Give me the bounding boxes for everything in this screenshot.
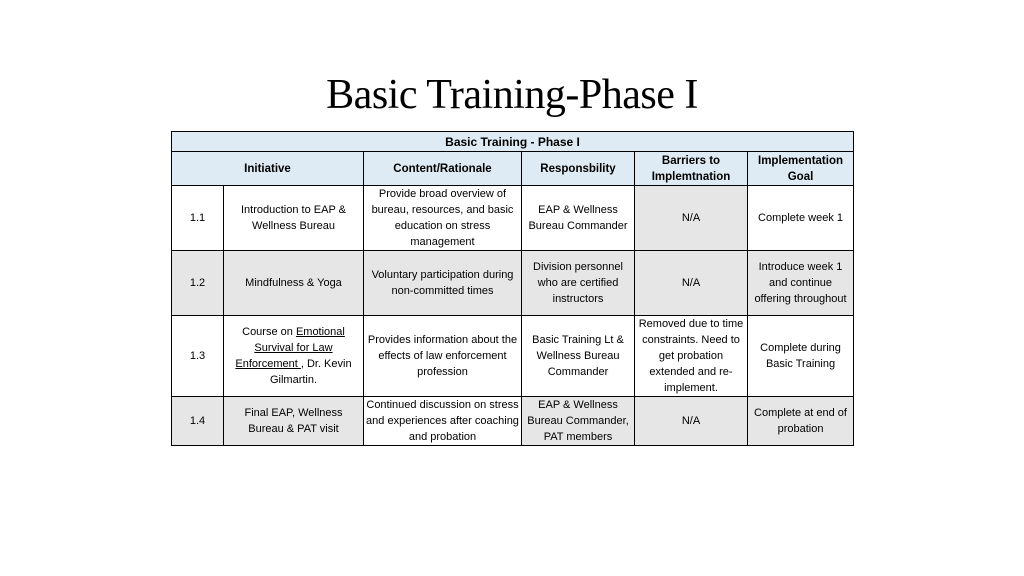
course-title-link[interactable]: Emotional Survival for Law Enforcement xyxy=(235,326,345,370)
row-number: 1.4 xyxy=(172,397,224,446)
table-row xyxy=(172,316,854,397)
row-responsibility: Basic Training Lt & Wellness Bureau Commander xyxy=(522,316,635,397)
table-caption-row xyxy=(172,132,854,152)
header-goal: Implementation Goal xyxy=(748,152,854,186)
row-goal: Complete week 1 xyxy=(748,186,854,251)
row-number: 1.3 xyxy=(172,316,224,397)
row-content: Voluntary participation during non-committed times xyxy=(364,251,522,316)
row-responsibility: EAP & Wellness Bureau Commander xyxy=(522,186,635,251)
table-row xyxy=(172,397,854,446)
row-responsibility: EAP & Wellness Bureau Commander, PAT members xyxy=(522,397,635,446)
row-initiative: Final EAP, Wellness Bureau & PAT visit xyxy=(224,397,364,446)
row-content: Continued discussion on stress and experiences after coaching and probation xyxy=(364,397,522,446)
header-responsibility: Responsbility xyxy=(522,152,635,186)
header-initiative: Initiative xyxy=(172,152,364,186)
row-barriers: N/A xyxy=(635,186,748,251)
row-responsibility: Division personnel who are certified instructors xyxy=(522,251,635,316)
row-initiative: Introduction to EAP & Wellness Bureau xyxy=(224,186,364,251)
header-content: Content/Rationale xyxy=(364,152,522,186)
row-goal: Complete during Basic Training xyxy=(748,316,854,397)
row-barriers: N/A xyxy=(635,251,748,316)
row-content: Provide broad overview of bureau, resources, and basic education on stress management xyxy=(364,186,522,251)
row-goal: Introduce week 1 and continue offering throughout xyxy=(748,251,854,316)
row-content: Provides information about the effects of law enforcement profession xyxy=(364,316,522,397)
table-row xyxy=(172,186,854,251)
row-initiative xyxy=(224,316,364,397)
table-row xyxy=(172,251,854,316)
row-goal: Complete at end of probation xyxy=(748,397,854,446)
row-number: 1.2 xyxy=(172,251,224,316)
slide-title: Basic Training-Phase I xyxy=(326,72,698,118)
row-initiative: Mindfulness & Yoga xyxy=(224,251,364,316)
row-barriers: N/A xyxy=(635,397,748,446)
table-header-row xyxy=(172,152,854,186)
row-number: 1.1 xyxy=(172,186,224,251)
table-caption: Basic Training - Phase I xyxy=(172,132,854,152)
header-barriers: Barriers to Implemtnation xyxy=(635,152,748,186)
initiative-prefix: Course on xyxy=(242,326,296,338)
initiative-suffix: , Dr. Kevin Gilmartin. xyxy=(269,358,352,386)
row-barriers: Removed due to time constraints. Need to get probation extended and re-implement. xyxy=(635,316,748,397)
training-plan-table xyxy=(171,131,854,446)
